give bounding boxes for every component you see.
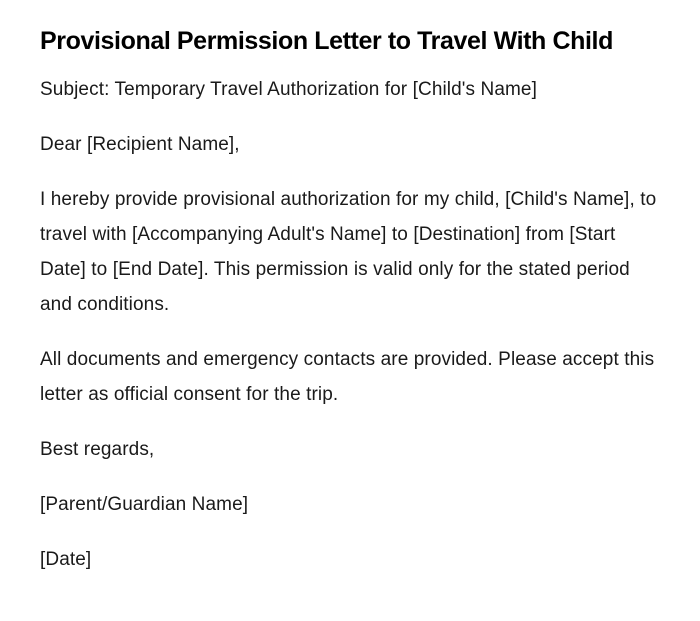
letter-date: [Date]	[40, 549, 92, 570]
body-paragraph-authorization: I hereby provide provisional authorization for my child, [Child's Name], to travel with [Accompanying Adult's Name] to [Destination] from [Start Date] to [End Date]. This permission is valid only for the stated period and conditions.	[40, 189, 657, 315]
letter-title: Provisional Permission Letter to Travel With Child	[40, 27, 613, 55]
subject-line: Subject: Temporary Travel Authorization for [Child's Name]	[40, 79, 537, 100]
closing: Best regards,	[40, 439, 155, 460]
body-paragraph-documents: All documents and emergency contacts are provided. Please accept this letter as official consent for the trip.	[40, 349, 655, 405]
signature-name: [Parent/Guardian Name]	[40, 494, 249, 515]
salutation: Dear [Recipient Name],	[40, 134, 240, 155]
